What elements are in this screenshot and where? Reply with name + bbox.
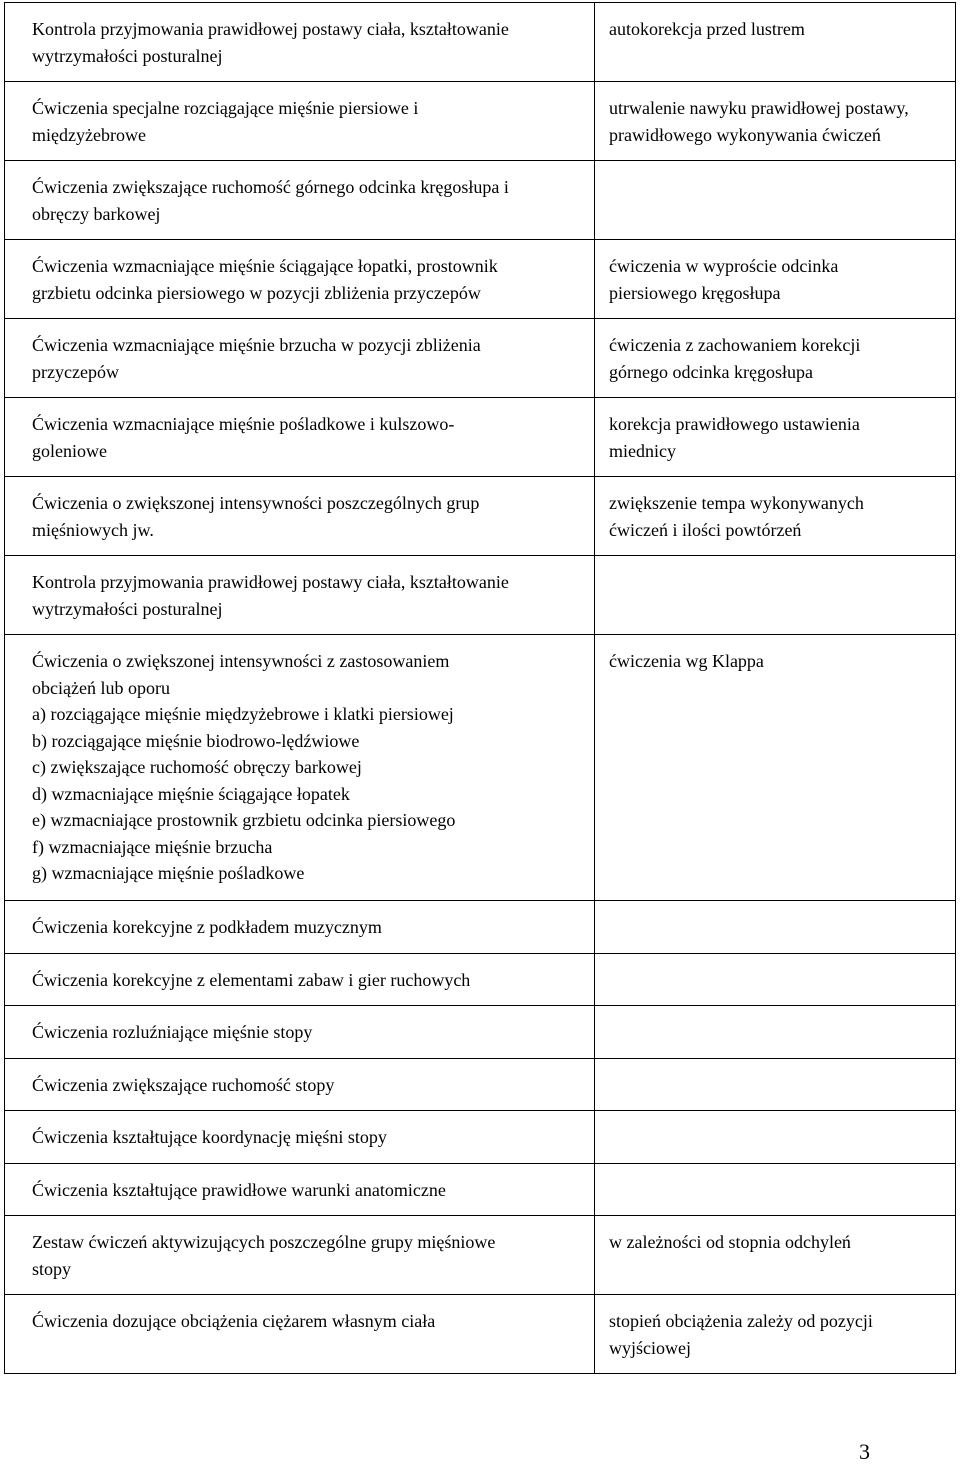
exercise-table-body xyxy=(5,3,956,1374)
exercise-text-line: Ćwiczenia kształtujące koordynację mięśni stopy xyxy=(32,1127,387,1147)
exercise-cell xyxy=(5,82,595,161)
exercise-text-line: goleniowe xyxy=(32,440,107,461)
note-text-line: stopień obciążenia zależy od pozycji xyxy=(609,1311,873,1331)
note-text-line: korekcja prawidłowego ustawienia xyxy=(609,414,860,434)
exercise-text-line: Ćwiczenia wzmacniające mięśnie brzucha w pozycji zbliżenia xyxy=(32,335,481,355)
table-row xyxy=(5,635,956,901)
table-row xyxy=(5,556,956,635)
exercise-text-line: grzbietu odcinka piersiowego w pozycji zbliżenia przyczepów xyxy=(32,282,481,303)
note-text-line: ćwiczenia z zachowaniem korekcji xyxy=(609,335,861,355)
exercise-cell xyxy=(5,1006,595,1059)
exercise-table xyxy=(4,2,956,1374)
exercise-text-line: Ćwiczenia dozujące obciążenia ciężarem własnym ciała xyxy=(32,1311,436,1331)
table-row xyxy=(5,3,956,82)
exercise-text-line: d) wzmacniające mięśnie ściągające łopatek xyxy=(32,783,350,804)
exercise-cell xyxy=(5,240,595,319)
table-row xyxy=(5,1163,956,1216)
note-cell xyxy=(595,319,956,398)
exercise-cell xyxy=(5,635,595,901)
exercise-cell xyxy=(5,556,595,635)
exercise-text-line: Zestaw ćwiczeń aktywizujących poszczególne grupy mięśniowe xyxy=(32,1232,496,1252)
note-cell xyxy=(595,398,956,477)
table-row xyxy=(5,82,956,161)
exercise-cell xyxy=(5,1111,595,1164)
note-cell xyxy=(595,477,956,556)
table-row xyxy=(5,1295,956,1374)
note-text-line: zwiększenie tempa wykonywanych xyxy=(609,493,864,513)
note-cell xyxy=(595,901,956,954)
table-row xyxy=(5,1216,956,1295)
note-text-line: ćwiczeń i ilości powtórzeń xyxy=(609,519,802,540)
exercise-text-line: Ćwiczenia o zwiększonej intensywności poszczególnych grup xyxy=(32,493,480,513)
exercise-cell xyxy=(5,3,595,82)
note-cell xyxy=(595,82,956,161)
table-row xyxy=(5,161,956,240)
exercise-text-line: obręczy barkowej xyxy=(32,203,161,224)
exercise-text-line: Ćwiczenia o zwiększonej intensywności z zastosowaniem xyxy=(32,651,450,671)
table-row xyxy=(5,319,956,398)
exercise-text-line: Ćwiczenia rozluźniające mięśnie stopy xyxy=(32,1022,313,1042)
exercise-cell xyxy=(5,953,595,1006)
table-row xyxy=(5,1006,956,1059)
page-number: 3 xyxy=(859,1439,870,1464)
note-text-line: prawidłowego wykonywania ćwiczeń xyxy=(609,124,881,145)
note-cell xyxy=(595,953,956,1006)
exercise-text-line: mięśniowych jw. xyxy=(32,519,154,540)
table-row xyxy=(5,901,956,954)
table-row xyxy=(5,953,956,1006)
note-cell xyxy=(595,635,956,901)
note-text-line: ćwiczenia wg Klappa xyxy=(609,651,764,671)
exercise-text-line: Kontrola przyjmowania prawidłowej postawy ciała, kształtowanie xyxy=(32,572,509,592)
exercise-text-line: Ćwiczenia korekcyjne z elementami zabaw i gier ruchowych xyxy=(32,969,471,990)
note-cell xyxy=(595,240,956,319)
note-text-line: utrwalenie nawyku prawidłowej postawy, xyxy=(609,98,909,118)
exercise-text-line: wytrzymałości posturalnej xyxy=(32,598,223,619)
table-row xyxy=(5,477,956,556)
note-cell xyxy=(595,1163,956,1216)
exercise-cell xyxy=(5,1216,595,1295)
table-row xyxy=(5,1058,956,1111)
exercise-text-line: f) wzmacniające mięśnie brzucha xyxy=(32,836,273,857)
note-text-line: autokorekcja przed lustrem xyxy=(609,19,805,39)
exercise-text-line: Ćwiczenia kształtujące prawidłowe warunki anatomiczne xyxy=(32,1179,446,1200)
note-cell xyxy=(595,1111,956,1164)
exercise-cell xyxy=(5,477,595,556)
exercise-cell xyxy=(5,1163,595,1216)
note-cell xyxy=(595,161,956,240)
note-cell xyxy=(595,1295,956,1374)
note-cell xyxy=(595,1058,956,1111)
exercise-text-line: Ćwiczenia wzmacniające mięśnie pośladkowe i kulszowo- xyxy=(32,414,455,434)
table-row xyxy=(5,1111,956,1164)
exercise-text-line: b) rozciągające mięśnie biodrowo-lędźwiowe xyxy=(32,730,360,751)
exercise-text-line: g) wzmacniające mięśnie pośladkowe xyxy=(32,863,305,883)
note-cell xyxy=(595,556,956,635)
note-text-line: ćwiczenia w wyproście odcinka xyxy=(609,256,839,276)
note-cell xyxy=(595,3,956,82)
exercise-text-line: przyczepów xyxy=(32,361,119,382)
exercise-text-line: Ćwiczenia zwiększające ruchomość stopy xyxy=(32,1074,335,1095)
exercise-cell xyxy=(5,1058,595,1111)
exercise-cell xyxy=(5,161,595,240)
exercise-text-line: wytrzymałości posturalnej xyxy=(32,45,223,66)
table-row xyxy=(5,398,956,477)
exercise-cell xyxy=(5,319,595,398)
exercise-text-line: stopy xyxy=(32,1258,72,1279)
note-text-line: wyjściowej xyxy=(609,1337,691,1358)
exercise-text-line: Ćwiczenia specjalne rozciągające mięśnie piersiowe i xyxy=(32,98,419,118)
exercise-text-line: Kontrola przyjmowania prawidłowej postawy ciała, kształtowanie xyxy=(32,19,509,39)
note-text-line: miednicy xyxy=(609,440,676,461)
exercise-text-line: a) rozciągające mięśnie międzyżebrowe i klatki piersiowej xyxy=(32,704,454,724)
exercise-cell xyxy=(5,901,595,954)
exercise-text-line: c) zwiększające ruchomość obręczy barkowej xyxy=(32,757,362,777)
exercise-text-line: Ćwiczenia zwiększające ruchomość górnego odcinka kręgosłupa i xyxy=(32,177,509,197)
note-text-line: piersiowego kręgosłupa xyxy=(609,282,781,303)
exercise-text-line: Ćwiczenia wzmacniające mięśnie ściągające łopatki, prostownik xyxy=(32,256,498,276)
exercise-text-line: obciążeń lub oporu xyxy=(32,677,170,698)
note-cell xyxy=(595,1216,956,1295)
note-text-line: w zależności od stopnia odchyleń xyxy=(609,1232,851,1252)
exercise-cell xyxy=(5,398,595,477)
table-row xyxy=(5,240,956,319)
exercise-text-line: Ćwiczenia korekcyjne z podkładem muzycznym xyxy=(32,917,382,937)
exercise-text-line: e) wzmacniające prostownik grzbietu odcinka piersiowego xyxy=(32,810,456,830)
note-cell xyxy=(595,1006,956,1059)
exercise-text-line: międzyżebrowe xyxy=(32,124,146,145)
note-text-line: górnego odcinka kręgosłupa xyxy=(609,361,813,382)
exercise-cell xyxy=(5,1295,595,1374)
